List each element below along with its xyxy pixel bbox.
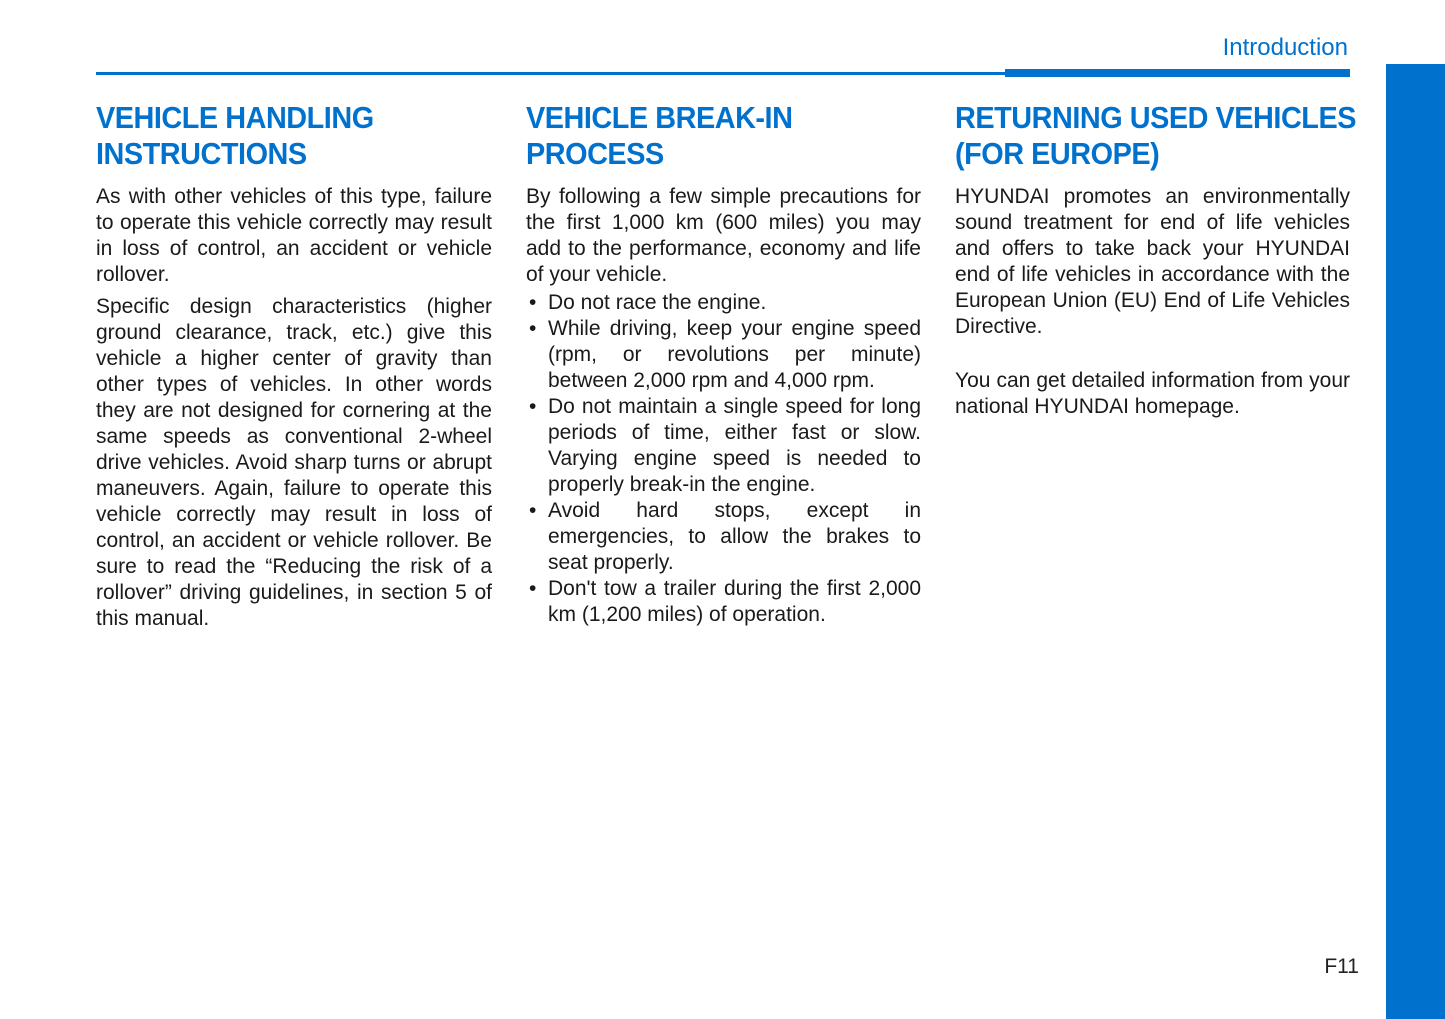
page-edge-band [1386,64,1445,1019]
content-columns [96,100,1356,632]
heading-line: VEHICLE HANDLING [96,100,374,135]
column-heading [955,100,1356,172]
heading-line: PROCESS [526,136,664,171]
bullet-item: • Don't tow a trailer during the first 2,000 km (1,200 miles) of operation. [526,576,921,628]
header-rule-thin [96,72,1005,75]
page-number: F11 [1324,955,1359,978]
bullet-list [526,290,921,628]
paragraph: Specific design characteristics (higher ground clearance, track, etc.) give this vehicle a higher center of gravity than other types of vehicles. In other words they are not designed for cornering at the same speeds as conventional 2-wheel drive vehicles. Avoid sharp turns or abrupt maneuvers. Again, failure to operate this vehicle correctly may result in loss of control, an accident or vehicle rollover. Be sure to read the “Reducing the risk of a rollover” driving guidelines, in section 5 of this manual. [96,295,492,630]
column-heading [526,100,921,172]
header-rule [96,69,1350,77]
column-body [955,184,1350,420]
paragraph: As with other vehicles of this type, failure to operate this vehicle correctly may result in loss of control, an accident or vehicle rollover. [96,185,492,286]
column-vehicle-handling [96,100,492,632]
bullet-item: • Do not race the engine. [526,290,921,316]
column-heading [96,100,492,172]
header-rule-thick [1005,69,1350,77]
heading-line: RETURNING USED VEHICLES [955,100,1356,135]
column-returning-used-vehicles [955,100,1356,632]
bullet-item: • While driving, keep your engine speed (rpm, or revolutions per minute) between 2,000 rpm and 4,000 rpm. [526,316,921,394]
column-body [526,184,921,628]
paragraph: By following a few simple precautions for the first 1,000 km (600 miles) you may add to the performance, economy and life of your vehicle. [526,185,921,286]
bullet-item: • Do not maintain a single speed for long periods of time, either fast or slow. Varying engine speed is needed to properly break-in the engine. [526,394,921,498]
column-break-in-process [526,100,921,632]
paragraph: HYUNDAI promotes an environmentally sound treatment for end of life vehicles and offers to take back your HYUNDAI end of life vehicles in accordance with the European Union (EU) End of Life Vehicles Directive. [955,185,1350,338]
heading-line: (FOR EUROPE) [955,136,1160,171]
heading-line: INSTRUCTIONS [96,136,307,171]
bullet-item: • Avoid hard stops, except in emergencies, to allow the brakes to seat properly. [526,498,921,576]
heading-line: VEHICLE BREAK-IN [526,100,793,135]
column-body [96,184,492,632]
page-header [96,34,1350,77]
paragraph: You can get detailed information from your national HYUNDAI homepage. [955,369,1350,418]
section-title: Introduction [1222,34,1348,61]
